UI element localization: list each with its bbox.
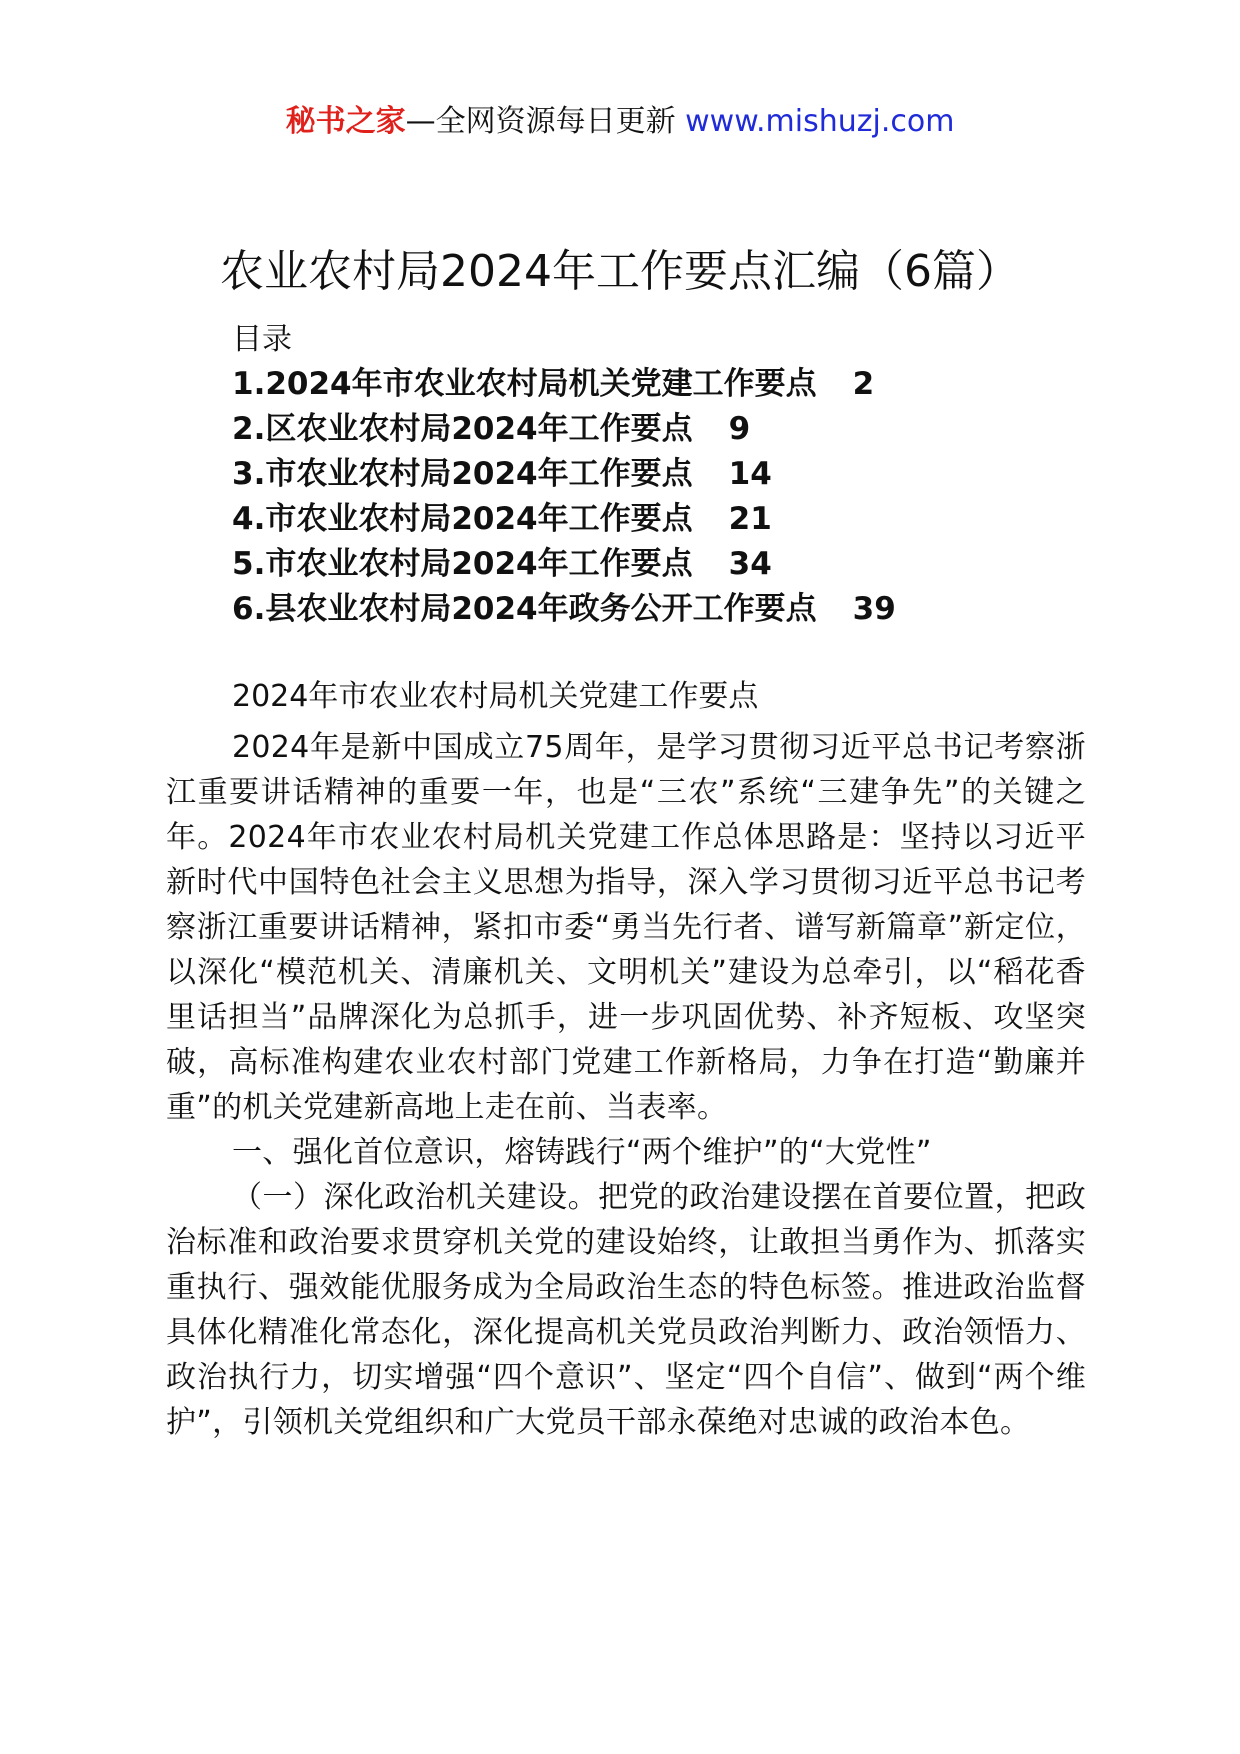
toc-item-label: 3.市农业农村局2024年工作要点 bbox=[232, 456, 693, 492]
site-slogan: —全网资源每日更新 bbox=[405, 104, 676, 139]
site-url-link[interactable]: www.mishuzj.com bbox=[685, 104, 955, 139]
toc-item-page: 21 bbox=[728, 501, 772, 537]
site-brand: 秘书之家 bbox=[285, 104, 406, 139]
toc-item-label: 5.市农业农村局2024年工作要点 bbox=[232, 546, 693, 582]
section-title: 2024年市农业农村局机关党建工作要点 bbox=[232, 679, 759, 714]
table-of-contents bbox=[232, 362, 896, 632]
paragraph: 2024年是新中国成立75周年，是学习贯彻习近平总书记考察浙江重要讲话精神的重要一年，也是“三农”系统“三建争先”的关键之年。2024年市农业农村局机关党建工作总体思路是：坚持以习近平新时代中国特色社会主义思想为指导，深入学习贯彻习近平总书记考察浙江重要讲话精神，紧扣市委“勇当先行者、谱写新篇章”新定位，以深化“模范机关、清廉机关、文明机关”建设为总牵引，以“稻花香里话担当”品牌深化为总抓手，进一步巩固优势、补齐短板、攻坚突破，高标准构建农业农村部门党建工作新格局，力争在打造“勤廉并重”的机关党建新高地上走在前、当表率。 bbox=[166, 730, 1086, 1125]
toc-item[interactable] bbox=[232, 362, 896, 407]
document-title: 农业农村局2024年工作要点汇编（6篇） bbox=[220, 246, 1020, 297]
section-heading: 一、强化首位意识，熔铸践行“两个维护”的“大党性” bbox=[232, 1135, 932, 1170]
toc-item[interactable] bbox=[232, 542, 896, 587]
toc-item-page: 14 bbox=[728, 456, 772, 492]
toc-item[interactable] bbox=[232, 497, 896, 542]
toc-heading: 目录 bbox=[232, 322, 292, 357]
toc-item-label: 4.市农业农村局2024年工作要点 bbox=[232, 501, 693, 537]
toc-item-page: 9 bbox=[728, 411, 751, 447]
toc-item-page: 39 bbox=[852, 591, 896, 627]
paragraph: （一）深化政治机关建设。把党的政治建设摆在首要位置，把政治标准和政治要求贯穿机关党的建设始终，让敢担当勇作为、抓落实重执行、强效能优服务成为全局政治生态的特色标签。推进政治监督具体化精准化常态化，深化提高机关党员政治判断力、政治领悟力、政治执行力，切实增强“四个意识”、坚定“四个自信”、做到“两个维护”，引领机关党组织和广大党员干部永葆绝对忠诚的政治本色。 bbox=[166, 1180, 1086, 1440]
toc-item[interactable] bbox=[232, 587, 896, 632]
toc-item[interactable] bbox=[232, 407, 896, 452]
toc-item-page: 34 bbox=[728, 546, 772, 582]
body-text bbox=[166, 725, 1086, 1445]
site-header bbox=[0, 100, 1240, 144]
toc-item-page: 2 bbox=[852, 366, 875, 402]
toc-item[interactable] bbox=[232, 452, 896, 497]
toc-item-label: 2.区农业农村局2024年工作要点 bbox=[232, 411, 693, 447]
toc-item-label: 1.2024年市农业农村局机关党建工作要点 bbox=[232, 366, 817, 402]
toc-item-label: 6.县农业农村局2024年政务公开工作要点 bbox=[232, 591, 817, 627]
